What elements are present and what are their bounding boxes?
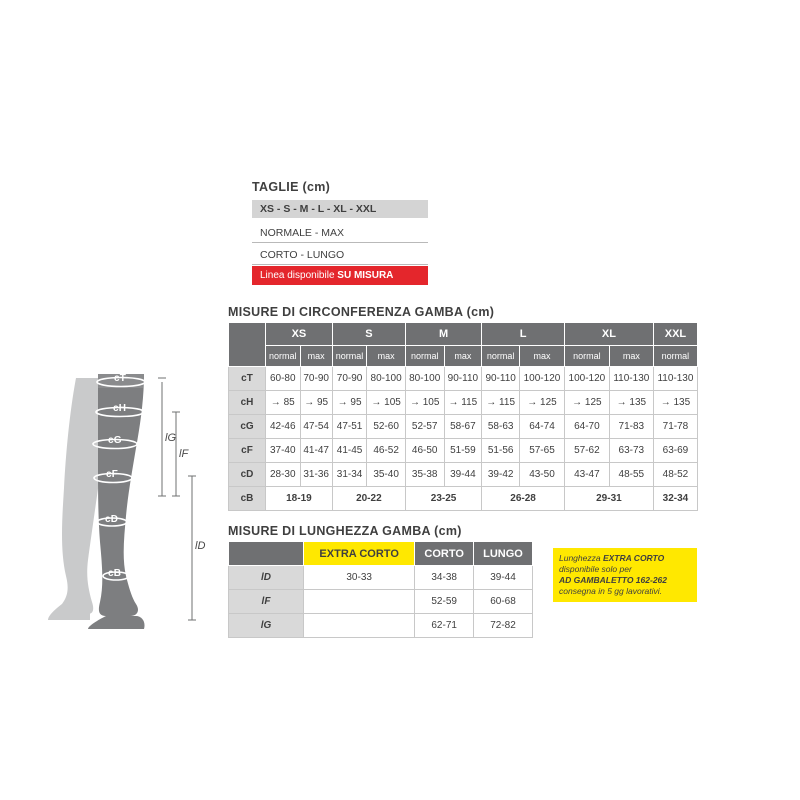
note-line1-pre: Lunghezza [559,553,603,563]
circumference-tbody [229,367,698,511]
cell: 57-65 [520,439,565,463]
taglie-title: TAGLIE (cm) [252,180,331,194]
cell: 110-130 [653,367,697,391]
label-cD: cD [105,514,119,525]
cell: 43-47 [564,463,609,487]
sub-xl-normal: normal [564,346,609,367]
cell: → 95 [332,391,367,415]
label-cT: cT [114,373,127,384]
cell: → 135 [609,391,653,415]
cell: 51-59 [444,439,482,463]
header-lungo: LUNGO [474,542,533,566]
row-label-cG: cG [229,415,266,439]
sub-xxl-normal: normal [653,346,697,367]
sub-s-normal: normal [332,346,367,367]
cell: 63-69 [653,439,697,463]
table-row [229,415,698,439]
length-tbody [229,566,533,638]
table-row [229,367,698,391]
cell: 46-52 [367,439,406,463]
cell: 48-55 [609,463,653,487]
length-header-row [229,542,533,566]
circumference-group-header-row [229,323,698,346]
note-line2: disponibile solo per [559,564,632,575]
cell: 90-110 [482,367,520,391]
taglie-su-misura-banner [252,266,428,285]
extra-corto-note [553,548,697,602]
group-xxl: XXL [653,323,697,346]
cell: 23-25 [405,487,481,511]
note-line4: consegna in 5 gg lavorativi. [559,586,663,597]
taglie-normale-max-row: NORMALE - MAX [252,224,428,243]
header-corto: CORTO [415,542,474,566]
cell: 47-51 [332,415,367,439]
sub-xs-max: max [300,346,332,367]
cell: 41-47 [300,439,332,463]
front-foot-shape [88,616,145,629]
cell: 52-57 [405,415,444,439]
cell: 80-100 [367,367,406,391]
measure-lG: lG [165,432,176,444]
cell: 70-90 [332,367,367,391]
cell: → 115 [444,391,482,415]
measure-lF: lF [179,448,189,460]
cell: 42-46 [266,415,301,439]
su-misura-strong: SU MISURA [337,270,394,281]
table-row [229,590,533,614]
cell: 47-54 [300,415,332,439]
cell: 32-34 [653,487,697,511]
table-row [229,487,698,511]
cell: 35-38 [405,463,444,487]
cell: 35-40 [367,463,406,487]
cell: 39-44 [474,566,533,590]
cell: 64-74 [520,415,565,439]
circumference-thead [229,323,698,367]
label-cF: cF [106,469,119,480]
cell: 64-70 [564,415,609,439]
cell: 18-19 [266,487,333,511]
length-title: MISURE DI LUNGHEZZA GAMBA (cm) [228,524,462,538]
cell: → 105 [367,391,406,415]
cell: → 95 [300,391,332,415]
cell: 28-30 [266,463,301,487]
sub-xs-normal: normal [266,346,301,367]
cell: 31-36 [300,463,332,487]
cell: 100-120 [520,367,565,391]
measure-lD: lD [195,540,206,552]
cell: 63-73 [609,439,653,463]
row-label-lD: lD [229,566,304,590]
cell: 51-56 [482,439,520,463]
cell: 46-50 [405,439,444,463]
length-table [228,541,533,638]
label-cG: cG [108,435,122,446]
sub-xl-max: max [609,346,653,367]
cell [304,614,415,638]
row-label-cD: cD [229,463,266,487]
cell: 58-67 [444,415,482,439]
cell: 48-52 [653,463,697,487]
note-line3: AD GAMBALETTO 162-262 [559,575,668,586]
note-line1-strong: EXTRA CORTO [602,553,665,563]
sub-l-max: max [520,346,565,367]
leg-illustration [40,370,230,630]
cell: 60-68 [474,590,533,614]
cell: 70-90 [300,367,332,391]
group-s: S [332,323,405,346]
cell: → 105 [405,391,444,415]
label-cB: cB [108,568,122,579]
row-label-cT: cT [229,367,266,391]
table-row [229,439,698,463]
cell: 72-82 [474,614,533,638]
row-label-lF: lF [229,590,304,614]
row-label-cH: cH [229,391,266,415]
group-xs: XS [266,323,333,346]
row-label-cB: cB [229,487,266,511]
cell: 29-31 [564,487,653,511]
sub-l-normal: normal [482,346,520,367]
cell: 37-40 [266,439,301,463]
table-row [229,614,533,638]
length-corner-cell [229,542,304,566]
cell: 39-44 [444,463,482,487]
cell: → 115 [482,391,520,415]
leg-diagram-svg [40,370,230,630]
sub-m-max: max [444,346,482,367]
cell: 31-34 [332,463,367,487]
taglie-corto-lungo-row: CORTO - LUNGO [252,246,428,265]
cell: → 125 [520,391,565,415]
back-leg-shape [59,378,102,614]
cell: 58-63 [482,415,520,439]
cell: 62-71 [415,614,474,638]
cell: 110-130 [609,367,653,391]
cell: 20-22 [332,487,405,511]
corner-cell [229,323,266,367]
taglie-sizes-row: XS - S - M - L - XL - XXL [252,200,428,219]
row-label-lG: lG [229,614,304,638]
cell: 57-62 [564,439,609,463]
sub-m-normal: normal [405,346,444,367]
cell: 100-120 [564,367,609,391]
cell [304,590,415,614]
cell: 52-59 [415,590,474,614]
cell: 41-45 [332,439,367,463]
label-cH: cH [113,403,127,414]
table-row [229,463,698,487]
cell: 60-80 [266,367,301,391]
circumference-sub-header-row [229,346,698,367]
su-misura-prefix: Linea disponibile [260,270,338,281]
circumference-title: MISURE DI CIRCONFERENZA GAMBA (cm) [228,305,495,319]
cell: → 125 [564,391,609,415]
row-label-cF: cF [229,439,266,463]
cell: 30-33 [304,566,415,590]
length-thead [229,542,533,566]
group-m: M [405,323,481,346]
cell: 43-50 [520,463,565,487]
cell: 90-110 [444,367,482,391]
cell: 39-42 [482,463,520,487]
back-foot-shape [48,604,90,620]
group-l: L [482,323,565,346]
header-extra-corto: EXTRA CORTO [304,542,415,566]
cell: 52-60 [367,415,406,439]
cell: 71-83 [609,415,653,439]
cell: 34-38 [415,566,474,590]
cell: → 135 [653,391,697,415]
sub-s-max: max [367,346,406,367]
table-row [229,566,533,590]
circumference-table [228,322,698,511]
cell: 80-100 [405,367,444,391]
group-xl: XL [564,323,653,346]
cell: → 85 [266,391,301,415]
cell: 26-28 [482,487,565,511]
table-row [229,391,698,415]
cell: 71-78 [653,415,697,439]
